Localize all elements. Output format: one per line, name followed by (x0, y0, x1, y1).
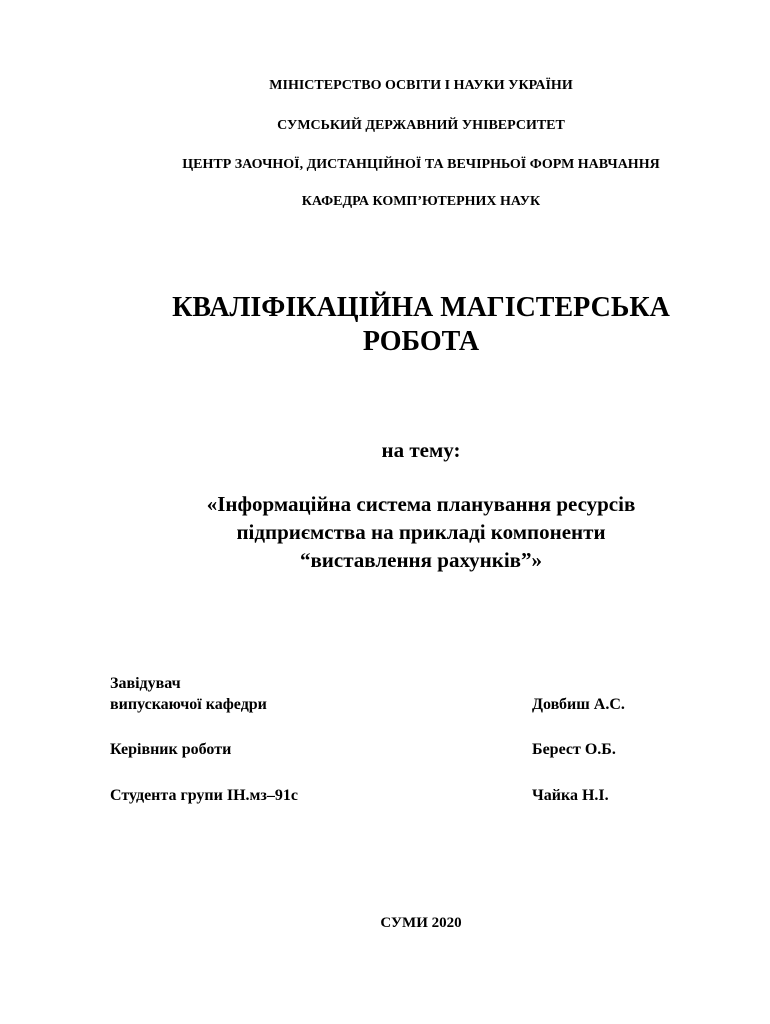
work-title-line1: КВАЛІФІКАЦІЙНА МАГІСТЕРСЬКА (172, 292, 670, 323)
head-role-line2: випускаючої кафедри (110, 696, 267, 713)
topic-line2: підприємства на прикладі компоненти (236, 520, 606, 544)
topic-line3: “виставлення рахунків”» (299, 548, 543, 572)
supervisor-role: Керівник роботи (110, 741, 232, 758)
center-heading: ЦЕНТР ЗАОЧНОЇ, ДИСТАНЦІЙНОЇ ТА ВЕЧІРНЬОЇ ФОРМ НАВЧАННЯ (182, 157, 660, 172)
supervisor-name: Берест О.Б. (532, 741, 616, 758)
student-name: Чайка Н.І. (532, 787, 609, 804)
topic-line1: «Інформаційна система планування ресурсів (206, 492, 636, 516)
department-heading: КАФЕДРА КОМП’ЮТЕРНИХ НАУК (301, 194, 541, 209)
university-heading: СУМСЬКИЙ ДЕРЖАВНИЙ УНІВЕРСИТЕТ (277, 118, 565, 133)
student-role: Студента групи ІН.мз–91с (110, 787, 298, 804)
city-year: СУМИ 2020 (380, 915, 462, 931)
head-name: Довбиш А.С. (532, 696, 625, 713)
work-title-line2: РОБОТА (362, 326, 480, 357)
ministry-heading: МІНІСТЕРСТВО ОСВІТИ І НАУКИ УКРАЇНИ (269, 78, 573, 93)
topic-label: на тему: (381, 438, 461, 462)
head-role-line1: Завідувач (110, 675, 181, 692)
